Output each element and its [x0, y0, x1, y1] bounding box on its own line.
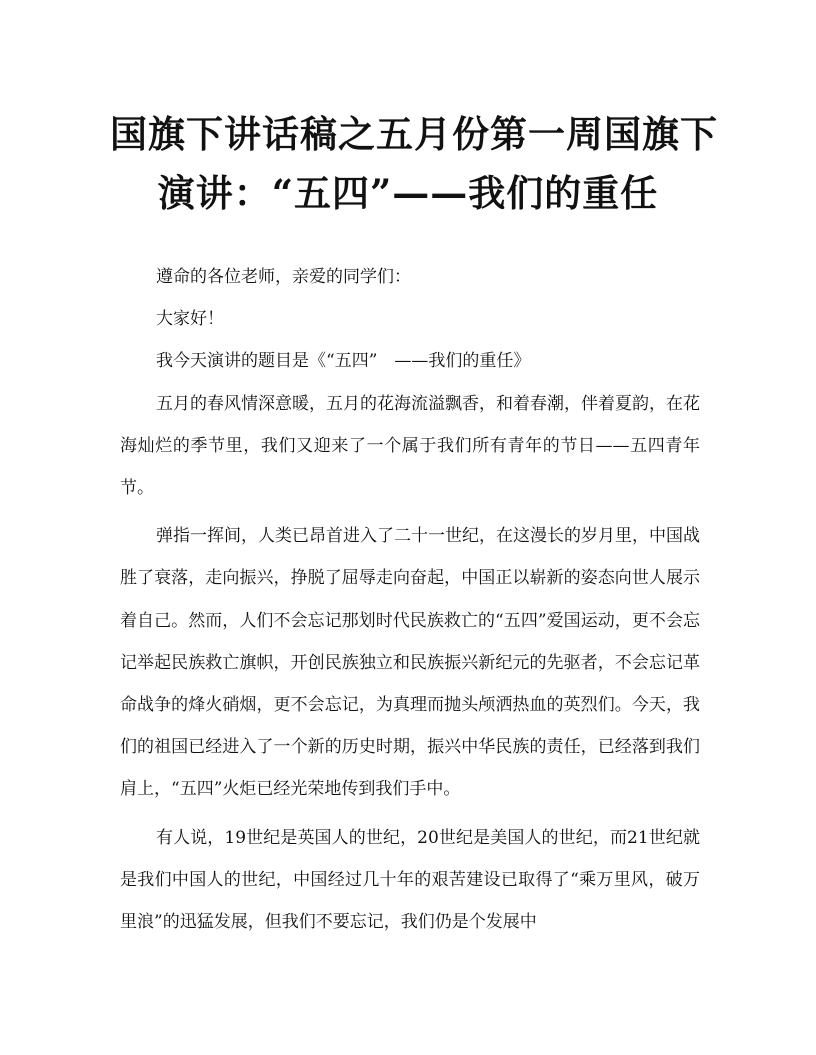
document-title-line-1: 国旗下讲话稿之五月份第一周国旗下: [110, 112, 718, 156]
paragraph-greeting: 遵命的各位老师，亲爱的同学们：: [156, 267, 411, 287]
paragraph-history: 弹指一挥间，人类已昂首进入了二十一世纪，在这漫长的岁月里，中国战胜了衰落，走向振兴，挣脱了屈辱走向奋起，中国正以崭新的姿态向世人展示着自己。然而，人们不会忘记那划时代民族救亡的“五四”爱国运动，更不会忘记举起民族救亡旗帜，开创民族独立和民族振兴新纪元的先驱者，不会忘记革命战争的烽火硝烟，更不会忘记，为真理而抛头颅洒热血的英烈们。今天，我们的祖国已经进入了一个新的历史时期，振兴中华民族的责任，已经落到我们肩上，“五四”火炬已经光荣地传到我们手中。: [120, 526, 700, 800]
document-body: [120, 256, 700, 943]
document-title-line-2: 演讲：“五四”——我们的重任: [157, 171, 659, 215]
paragraph-topic: 我今天演讲的题目是《“五四” ——我们的重任》: [156, 351, 531, 372]
paragraph-hello: 大家好！: [156, 309, 224, 330]
paragraph-century: 有人说，19世纪是英国人的世纪，20世纪是美国人的世纪，而21世纪就是我们中国人的世纪，中国经过几十年的艰苦建设已取得了“乘万里风，破万里浪”的迅猛发展，但我们不要忘记，我们仍是个发展中: [120, 827, 700, 933]
paragraph-intro: 五月的春风情深意暖，五月的花海流溢飘香，和着春潮，伴着夏韵，在花海灿烂的季节里，我们又迎来了一个属于我们所有青年的节日——五四青年节。: [120, 393, 700, 499]
